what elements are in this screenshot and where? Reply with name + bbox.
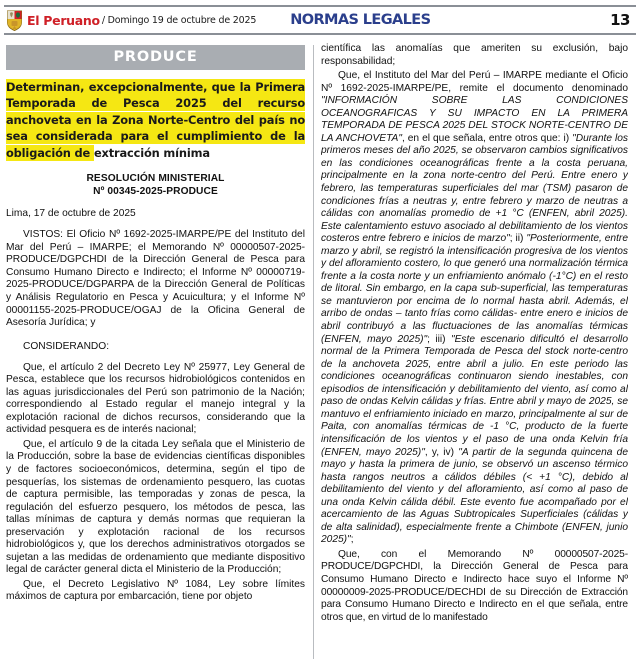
paragraph-2: Que, el artículo 9 de la citada Ley señala que el Ministerio de la Producción, sobre la base de evidencias científicas disponibles y de factores socioeconómicos, determina, según el tipo de pesquerías, los sistemas de ordenamiento pesquero, las cuotas de captura permisible, las temporadas y zonas de pesca, la regulación del esfuerzo pesquero, los métodos de pesca, las tallas mínimas de captura y demás normas que requieran la preservación y explotación racional de los recursos hidrobiológicos y, que los derechos administrativos otorgados se sujetan a las medidas de ordenamiento que mediante dispositivo legal de carácter general dicta el Ministerio de la Producción; bbox=[6, 438, 305, 576]
document-name-italic: "INFORMACIÓN SOBRE LAS CONDICIONES OCEANOGRAFICAS Y SU IMPACTO EN LA PRIMERA TEMPORADA DE PESCA 2025 DEL STOCK NORTE-CENTRO DE LA ANCHOVETA" bbox=[321, 95, 628, 144]
brand-name: El Peruano bbox=[27, 12, 100, 28]
peru-coat-of-arms-icon bbox=[6, 10, 23, 31]
resolution-title-line1: RESOLUCIÓN MINISTERIAL bbox=[86, 173, 225, 185]
imarpe-mid-3: ; iii) bbox=[427, 333, 451, 345]
resolution-title bbox=[6, 173, 305, 198]
masthead bbox=[0, 5, 640, 39]
column-divider bbox=[313, 45, 314, 659]
headline-tail: extracción mínima bbox=[93, 145, 210, 160]
page-number: 13 bbox=[610, 11, 630, 29]
paragraph-vistos: VISTOS: El Oficio Nº 1692-2025-IMARPE/PE del Instituto del Mar del Perú – IMARPE; el Memorando Nº 00000507-2025-PRODUCE/DGPCHDI de la Dirección General de Pesca para Consumo Humano Directo e Indirecto; el Informe Nº 00000719-2025-PRODUCE/DGPARPA de la Dirección General de Políticas y Análisis Regulatorio en Pesca y Acuicultura; y el Informe Nº 00001155-2025-PRODUCE/OGAJ de la Oficina General de Asesoría Jurídica; y bbox=[6, 229, 305, 329]
right-paragraph-1: científica las anomalías que ameriten su exclusión, bajo responsabilidad; bbox=[321, 43, 628, 67]
imarpe-tail: ; bbox=[350, 534, 354, 546]
right-paragraph-2 bbox=[321, 70, 628, 547]
headline-highlight: Determinan, excepcionalmente, que la Primera Temporada de Pesca 2025 del recurso anchoveta en la Zona Norte-Centro del país no sea considerada para el cumplimiento de la obligación de bbox=[6, 80, 305, 160]
left-column bbox=[6, 43, 313, 659]
quote-ii: "Posteriormente, entre marzo y abril, se registró la intensificación progresiva de los vientos y del afloramiento costero, lo que generó una normalización térmica frente a la costa norte y un enfriamiento anómalo (-1°C) en el resto de litoral. Sin embargo, en la capa sub-superficial, las temperaturas se mantuvieron por encima de lo normal hasta abril. Además, el arribo de ondas – tanto frías como cálidas- entre enero e inicios de abril contribuyó a las fluctuaciones de las anomalías térmicas (ENFEN, mayo 2025)" bbox=[321, 233, 628, 345]
quote-iv: "A partir de la segunda quincena de mayo y hasta la primera de junio, se observó un ascenso térmico hasta rangos neutros a cálidos débiles (< +1 °C), debido al debilitamiento del viento y del afloramiento, así como al paso de una onda Kelvin cálida débil. Este evento fue acompañado por el acercamiento de las Aguas Subtropicales Superficiales (cálidas y de alta salinidad), especialmente frente a Chimbote (ENFEN, junio 2025)" bbox=[321, 446, 628, 546]
section-title: NORMAS LEGALES bbox=[290, 12, 431, 28]
issue-date: / Domingo 19 de octubre de 2025 bbox=[101, 14, 257, 26]
masthead-row bbox=[0, 7, 640, 33]
right-paragraph-3: Que, con el Memorando Nº 00000507-2025-PRODUCE/DGPCHDI, la Dirección General de Pesca para Consumo Humano Directo e Indirecto hace suyo el Informe Nº 00000009-2025-PRODUCE/DECHDI de su Dirección de Extracción para Consumo Humano Directo e Indirecto en el que señala, entre otros que, en virtud de lo manifestado bbox=[321, 548, 628, 623]
paragraph-3: Que, el Decreto Legislativo Nº 1084, Ley sobre límites máximos de captura por embarcación, tiene por objeto bbox=[6, 578, 305, 603]
right-column bbox=[321, 43, 628, 659]
imarpe-mid-2: ; ii) bbox=[509, 233, 527, 245]
masthead-bottom-rule bbox=[4, 33, 636, 35]
ministry-banner: PRODUCE bbox=[6, 45, 305, 70]
resolution-title-line2: Nº 00345-2025-PRODUCE bbox=[93, 185, 218, 197]
paragraph-1: Que, el artículo 2 del Decreto Ley Nº 25977, Ley General de Pesca, establece que los recursos hidrobiológicos contenidos en las aguas jurisdiccionales del Perú son patrimonio de la Nación; correspondiendo al Estado regular el manejo integral y la explotación racional de dichos recursos, considerando que la actividad pesquera es de interés nacional; bbox=[6, 361, 305, 436]
considerando-heading: CONSIDERANDO: bbox=[23, 340, 110, 352]
imarpe-mid-4: , y, iv) bbox=[424, 446, 459, 458]
article-body bbox=[0, 39, 640, 659]
quote-iii: "Este escenario dificultó el desarrollo normal de la Primera Temporada de Pesca del stock norte-centro de la anchoveta 2025, entre abril a julio. En este periodo las condiciones oceanográficas continuaron siendo inestables, con episodios de intensificación y debilitamiento del viento, así como al paso de ondas Kelvin cálidas y frías. Entre abril y mayo de 2025, se mantuvo el enfriamiento iniciado en marzo, principalmente al sur de Paita, con anomalías térmicas de -1 °C, producto de la fuerte intensificación de los vientos y el paso de una onda Kelvin fría (ENFEN, mayo 2025)" bbox=[321, 333, 628, 458]
imarpe-intro: Que, el Instituto del Mar del Perú – IMARPE mediante el Oficio Nº 1692-2025-IMARPE/PE, remite el documento denominado bbox=[321, 70, 628, 94]
article-headline bbox=[6, 79, 305, 161]
imarpe-mid-1: , en el que señala, entre otros que: i) bbox=[401, 132, 573, 144]
quote-i: "Durante los primeros meses del año 2025, se observaron cambios significativos en las condiciones oceanográficas frente a la costa peruana, principalmente en la zona norte-centro del Perú. Entre enero y febrero, las temperaturas superficiales del mar (TSM) pasaron de condiciones frías a neutras y, entre febrero y marzo de neutras a cálidas con anomalías promedio de +1 °C (ENFEN, abril 2025). Este calentamiento estuvo asociado al debilitamiento de los vientos costeros entre febrero e inicios de marzo" bbox=[321, 132, 628, 245]
dateline: Lima, 17 de octubre de 2025 bbox=[6, 208, 136, 220]
